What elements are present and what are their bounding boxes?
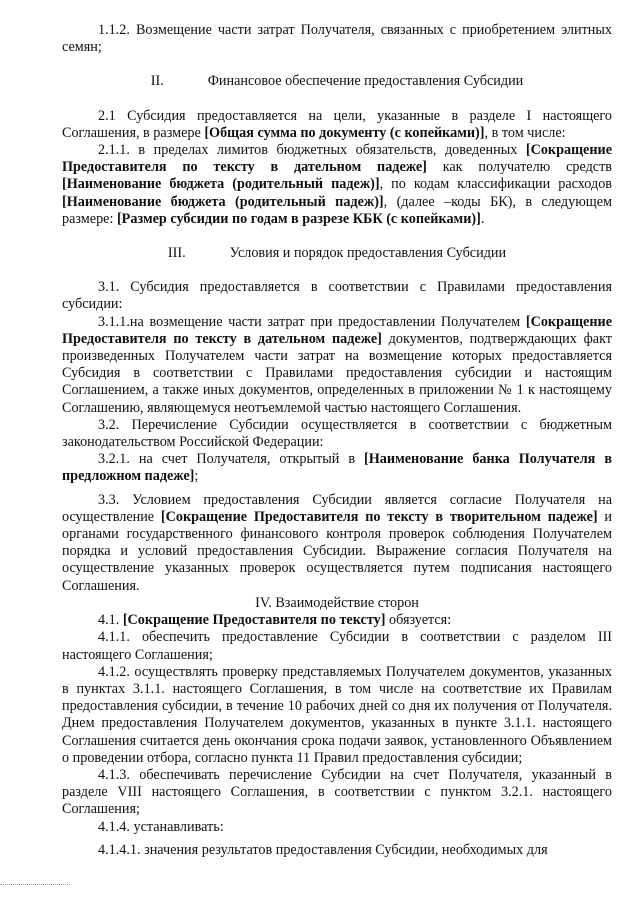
paragraph-3-1: 3.1. Субсидия предоставляется в соответствии с Правилами предоставления субсидии: (62, 279, 612, 313)
text: , в том числе: (484, 124, 566, 141)
text: как получателю средств (426, 159, 612, 176)
text: 3.1.1.на возмещение части затрат при предоставлении Получателем (98, 313, 526, 330)
text: 3.3. Условием предоставления Субсидии является согласие Получателя на осуществление (62, 491, 612, 525)
placeholder-field: [Сокращение Предоставителя по тексту в дательном падеже] (62, 142, 612, 176)
text: обязуется: (385, 612, 452, 629)
paragraph-2-1 (62, 108, 612, 142)
section-title: IV. Взаимодействие сторон (255, 594, 419, 611)
text: , по кодам классификации расходов (379, 176, 613, 193)
paragraph-3-3 (62, 492, 612, 595)
section-heading-4 (62, 595, 612, 612)
paragraph-4-1-4: 4.1.4. устанавливать: (98, 818, 224, 835)
placeholder-field: [Общая сумма по документу (с копейками)] (204, 124, 485, 141)
paragraph-2-1-1 (62, 142, 612, 228)
placeholder-field: [Наименование банка Получателя в предложном падеже] (62, 451, 612, 485)
text: и органами государственного финансового контроля проверок соблюдения Получателем порядка и условий предоставления Субсидии. Выражение согласия Получателя на осуществление указанных проверок осуществляется путем подписания настоящего Соглашения. (62, 508, 612, 594)
document-page (62, 22, 612, 859)
paragraph-4-1-3: 4.1.3. обеспечивать перечисление Субсидии на счет Получателя, указанный в разделе VIII настоящего Соглашения, в соответствии с пунктом 3.2.1. настоящего Соглашения; (62, 766, 612, 818)
placeholder-field: [Размер субсидии по годам в разрезе КБК (с копейками)] (116, 210, 481, 227)
paragraph-3-2: 3.2. Перечисление Субсидии осуществляется в соответствии с бюджетным законодательством Российской Федерации: (62, 416, 612, 451)
section-heading-3 (62, 245, 612, 262)
section-number: III. (167, 245, 186, 262)
paragraph-4-1 (62, 612, 612, 629)
text: 2.1 Субсидия предоставляется на цели, указанные в разделе I настоящего Соглашения, в размере (62, 107, 612, 141)
paragraph-4-1-4-1: 4.1.4.1. значения результатов предоставления Субсидии, необходимых для (98, 841, 548, 858)
text: 4.1. (98, 612, 123, 629)
text: . (480, 210, 485, 227)
paragraph-3-2-1 (62, 451, 612, 485)
paragraph-4-1-1: 4.1.1. обеспечить предоставление Субсидии в соответствии с разделом III настоящего Соглашения; (62, 629, 612, 663)
text: 3.2.1. на счет Получателя, открытый в (98, 451, 365, 468)
section-number: II. (150, 73, 164, 90)
paragraph-4-1-2: 4.1.2. осуществлять проверку представляемых Получателем документов, указанных в пунктах 3.1.1. настоящего Соглашения, в том числе на соответствие их Правилам предоставления субсидии, в течение 10 рабочих дней со дня их получения от Получателя. Днем предоставления Получателем документов, указанных в пункте 3.1.1. настоящего Соглашения считается день окончания срока подачи заявок, установленного Объявлением о проведении отбора, согласно пункта 11 Правил предоставления субсидии; (62, 663, 612, 766)
placeholder-field: [Сокращение Предоставителя по тексту в дательном падеже] (62, 313, 612, 347)
paragraph-1-1-2: 1.1.2. Возмещение части затрат Получателя, связанных с приобретением элитных семян; (62, 22, 612, 56)
footnote-separator (0, 884, 70, 885)
placeholder-field: [Наименование бюджета (родительный падеж)] (62, 193, 384, 210)
placeholder-field: [Наименование бюджета (родительный падеж)] (62, 176, 380, 193)
text: , (далее –коды БК), в следующем размере: (62, 193, 612, 227)
text: 2.1.1. в пределах лимитов бюджетных обязательств, доведенных (98, 142, 526, 159)
section-title: Финансовое обеспечение предоставления Субсидии (207, 73, 524, 90)
text: документов, подтверждающих факт произведенных Получателем части затрат на возмещение которых предоставляется Субсидия в соответствии с Правилами предоставления субсидии и настоящим Соглашением, а также иных документов, определенных в приложении № 1 к настоящему Соглашению, являющемуся неотъемлемой частью настоящего Соглашения. (62, 330, 612, 416)
section-title: Условия и порядок предоставления Субсидии (229, 245, 507, 262)
section-heading-2 (62, 73, 612, 90)
text: ; (194, 468, 199, 485)
placeholder-field: [Сокращение Предоставителя по тексту в творительном падеже] (160, 508, 598, 525)
paragraph-3-1-1 (62, 314, 612, 417)
placeholder-field: [Сокращение Предоставителя по тексту] (122, 612, 386, 629)
